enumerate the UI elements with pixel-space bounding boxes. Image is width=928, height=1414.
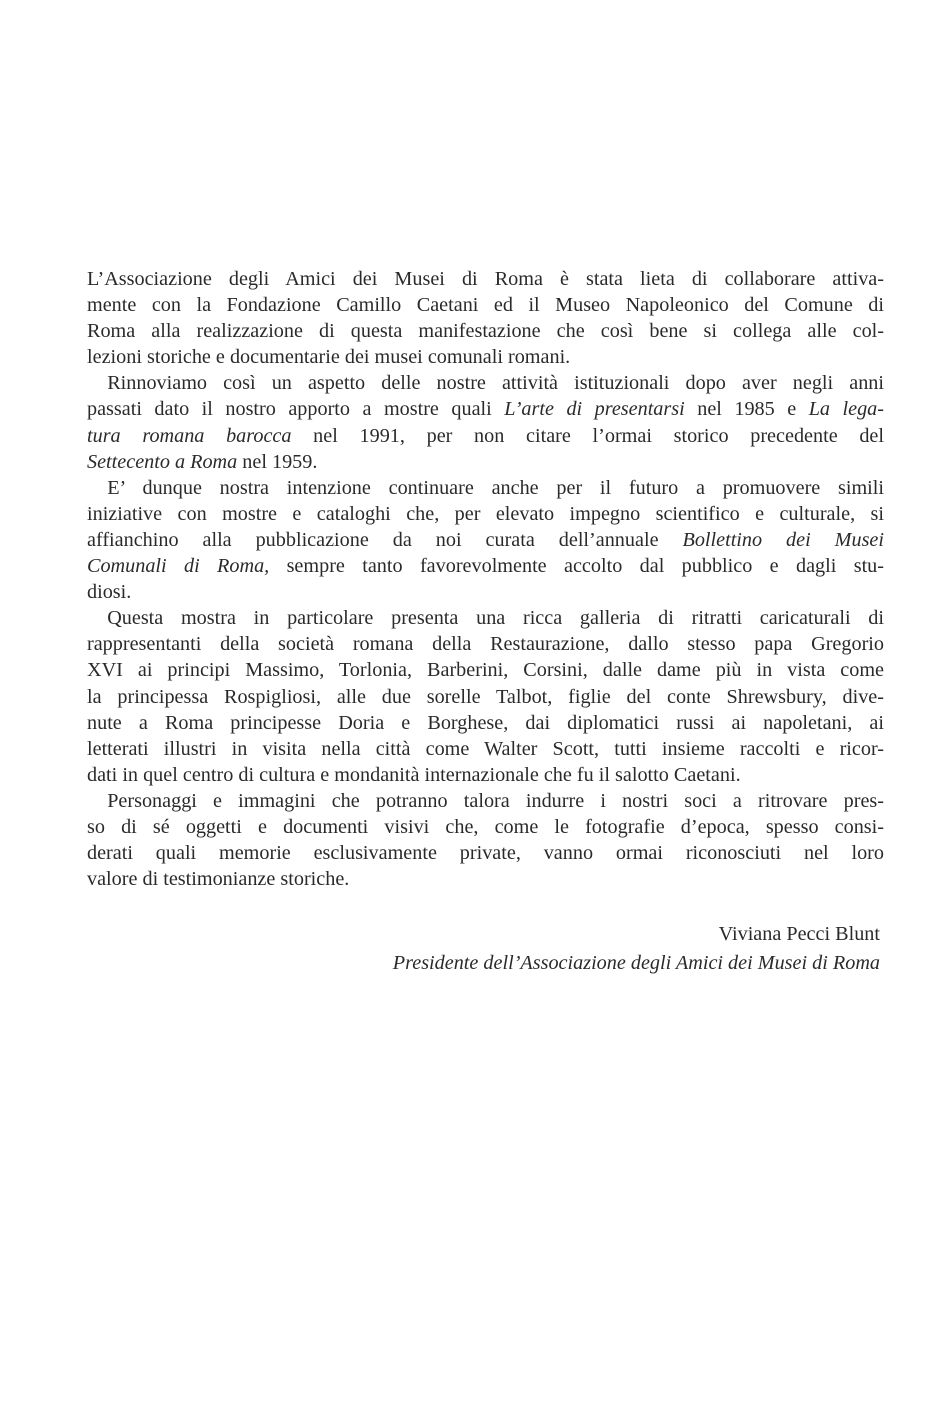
signature-name: Viviana Pecci Blunt <box>718 923 880 945</box>
text-line: Rinnoviamo così un aspetto delle nostre attività istituzionali dopo aver negli anni <box>107 372 884 395</box>
text-line: valore di testimonianze storiche. <box>87 868 350 891</box>
text-line: so di sé oggetti e documenti visivi che, come le fotografie d’epoca, spesso consi- <box>87 815 884 838</box>
text-line: letterati illustri in visita nella città come Walter Scott, tutti insieme raccolti e ricor- <box>87 737 884 760</box>
text-line: nute a Roma principesse Doria e Borghese, dai diplomatici russi ai napoletani, ai <box>87 711 884 734</box>
paragraph-2 <box>87 370 884 474</box>
signature-title: Presidente dell’Associazione degli Amici dei Musei di Roma <box>392 952 880 974</box>
text-line: rappresentanti della società romana della Restaurazione, dallo stesso papa Gregorio <box>87 633 884 656</box>
text-line: la principessa Rospigliosi, alle due sorelle Talbot, figlie del conte Shrewsbury, dive- <box>87 685 884 708</box>
paragraph-4 <box>87 605 884 788</box>
text-line: lezioni storiche e documentarie dei musei comunali romani. <box>87 346 571 369</box>
text-line: Questa mostra in particolare presenta una ricca galleria di ritratti caricaturali di <box>107 607 884 630</box>
text-line: E’ dunque nostra intenzione continuare anche per il futuro a promuovere simili <box>107 476 884 499</box>
text-line: dati in quel centro di cultura e mondanità internazionale che fu il salotto Caetani. <box>87 763 741 786</box>
text-line: Comunali di Roma, sempre tanto favorevolmente accolto dal pubblico e dagli stu- <box>87 555 885 578</box>
text-line: affianchino alla pubblicazione da noi curata dell’annuale Bollettino dei Musei <box>87 528 884 551</box>
text-line: tura romana barocca nel 1991, per non citare l’ormai storico precedente del <box>87 424 884 447</box>
text-line: Roma alla realizzazione di questa manifestazione che così bene si collega alle col- <box>87 320 884 343</box>
body-text <box>87 266 884 892</box>
paragraph-5 <box>87 788 884 892</box>
text-line: iniziative con mostre e cataloghi che, per elevato impegno scientifico e culturale, si <box>87 502 884 525</box>
signature-block <box>393 920 880 978</box>
text-line: Personaggi e immagini che potranno talora indurre i nostri soci a ritrovare pres- <box>107 789 884 812</box>
paragraph-3 <box>87 475 884 605</box>
text-line: passati dato il nostro apporto a mostre quali L’arte di presentarsi nel 1985 e La lega- <box>87 398 884 421</box>
paragraph-1 <box>87 266 884 370</box>
text-line: mente con la Fondazione Camillo Caetani ed il Museo Napoleonico del Comune di <box>87 294 884 317</box>
text-line: XVI ai principi Massimo, Torlonia, Barberini, Corsini, dalle dame più in vista come <box>87 659 884 682</box>
text-line: derati quali memorie esclusivamente private, vanno ormai riconosciuti nel loro <box>87 842 884 865</box>
text-line: diosi. <box>87 581 132 604</box>
text-line: L’Associazione degli Amici dei Musei di Roma è stata lieta di collaborare attiva- <box>87 268 884 290</box>
text-line: Settecento a Roma nel 1959. <box>87 450 318 473</box>
